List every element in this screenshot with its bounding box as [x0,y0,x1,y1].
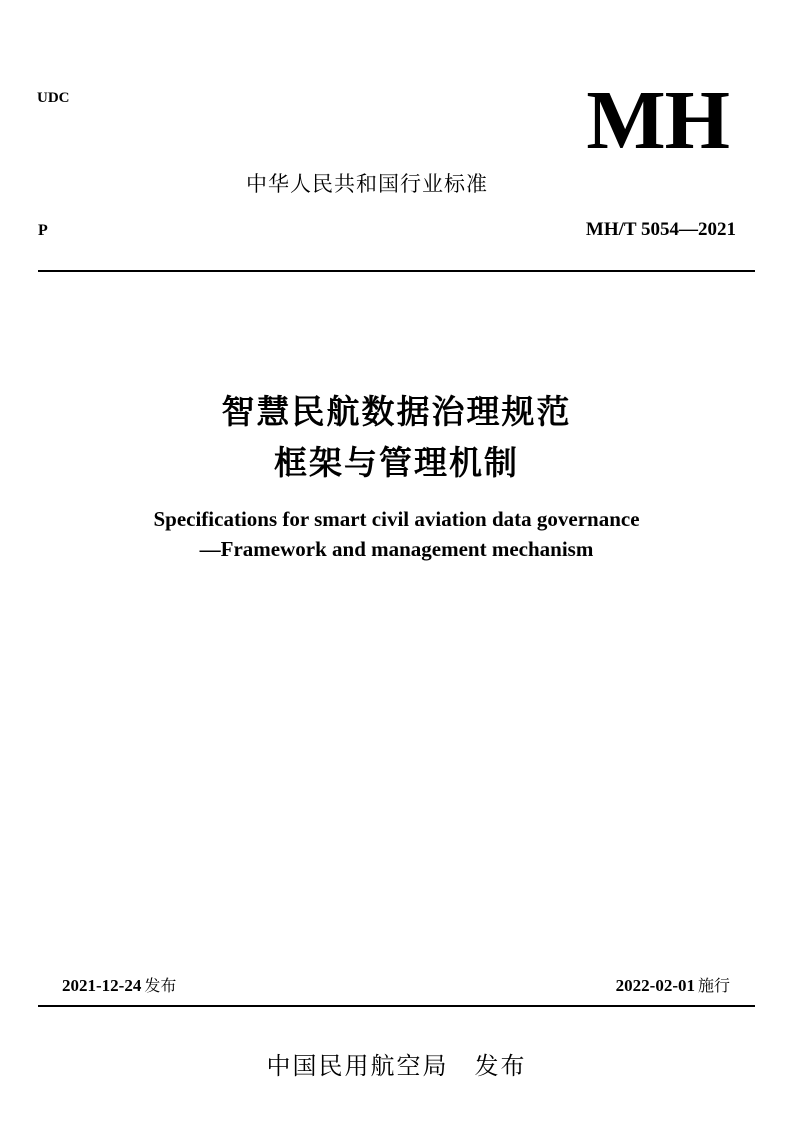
classification-code: P [38,222,48,239]
implementation-date-value: 2022-02-01 [615,976,695,995]
title-en-line1: Specifications for smart civil aviation data governance [153,507,640,531]
publisher-name: 中国民用航空局 [266,1052,449,1080]
bottom-divider [38,1005,755,1007]
standard-type: 中华人民共和国行业标准 [246,172,488,196]
implementation-date [616,973,730,996]
top-divider [38,270,755,272]
mh-logo: MH [586,74,729,167]
implementation-date-suffix: 施行 [697,976,730,995]
issue-date-value: 2021-12-24 [62,976,142,995]
issue-date-suffix: 发布 [144,976,177,995]
publisher-action: 发布 [474,1052,527,1080]
publisher [0,1046,793,1081]
title-zh-line1: 智慧民航数据治理规范 [221,392,572,431]
udc-label: UDC [37,90,70,106]
issue-date [62,973,176,996]
standard-number: MH/T 5054—2021 [585,219,736,240]
title-zh-line2: 框架与管理机制 [274,443,519,482]
title-en-line2: —Framework and management mechanism [199,537,594,561]
